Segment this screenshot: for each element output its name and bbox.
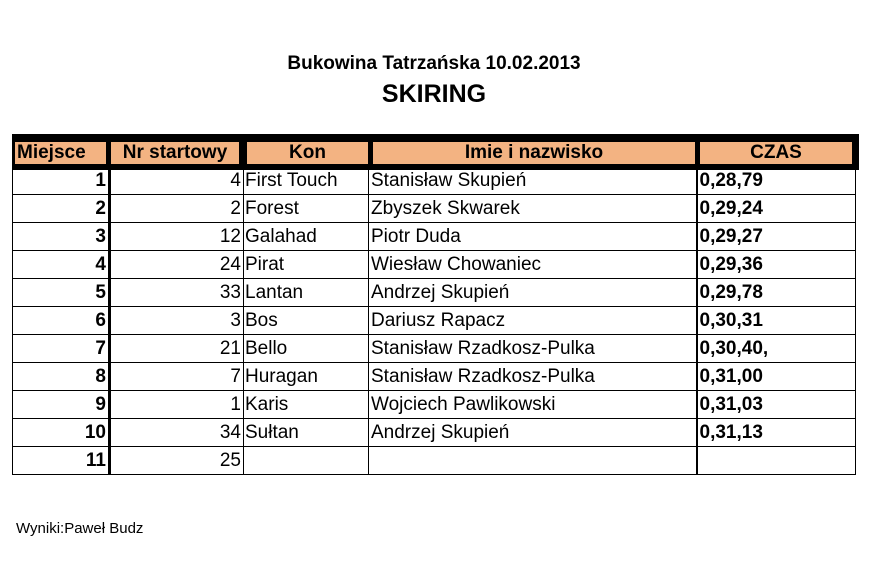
col-header-time: CZAS — [700, 142, 852, 164]
time-cell: 0,29,27 — [697, 223, 856, 251]
table-row — [13, 195, 856, 223]
table-row — [13, 167, 856, 195]
time-cell — [697, 447, 856, 475]
table-row — [13, 447, 856, 475]
horse-cell: Karis — [244, 391, 369, 419]
number-cell: 34 — [110, 419, 244, 447]
table-row — [13, 335, 856, 363]
time-cell: 0,31,13 — [697, 419, 856, 447]
time-cell: 0,30,40, — [697, 335, 856, 363]
place-cell: 1 — [13, 167, 110, 195]
name-cell: Zbyszek Skwarek — [369, 195, 697, 223]
number-cell: 4 — [110, 167, 244, 195]
horse-cell: Lantan — [244, 279, 369, 307]
number-cell: 25 — [110, 447, 244, 475]
table-row — [13, 391, 856, 419]
name-cell — [369, 447, 697, 475]
place-cell: 8 — [13, 363, 110, 391]
name-cell: Wiesław Chowaniec — [369, 251, 697, 279]
col-header-name: Imie i nazwisko — [373, 142, 695, 164]
number-cell: 1 — [110, 391, 244, 419]
table-row — [13, 223, 856, 251]
col-header-horse: Kon — [247, 142, 368, 164]
name-cell: Stanisław Rzadkosz-Pulka — [369, 363, 697, 391]
place-cell: 3 — [13, 223, 110, 251]
place-cell: 4 — [13, 251, 110, 279]
time-cell: 0,29,36 — [697, 251, 856, 279]
table-row — [13, 279, 856, 307]
place-cell: 10 — [13, 419, 110, 447]
time-cell: 0,28,79 — [697, 167, 856, 195]
number-cell: 7 — [110, 363, 244, 391]
horse-cell: Bos — [244, 307, 369, 335]
event-title: Bukowina Tatrzańska 10.02.2013 — [287, 53, 581, 74]
number-cell: 2 — [110, 195, 244, 223]
results-credit: Wyniki:Paweł Budz — [16, 520, 144, 537]
number-cell: 24 — [110, 251, 244, 279]
name-cell: Andrzej Skupień — [369, 419, 697, 447]
place-cell: 2 — [13, 195, 110, 223]
name-cell: Stanisław Skupień — [369, 167, 697, 195]
name-cell: Dariusz Rapacz — [369, 307, 697, 335]
table-row — [13, 419, 856, 447]
name-cell: Andrzej Skupień — [369, 279, 697, 307]
col-header-place: Miejsce — [15, 142, 106, 164]
place-cell: 5 — [13, 279, 110, 307]
col-header-number: Nr startowy — [111, 142, 239, 164]
horse-cell: Pirat — [244, 251, 369, 279]
time-cell: 0,29,78 — [697, 279, 856, 307]
time-cell: 0,31,03 — [697, 391, 856, 419]
number-cell: 12 — [110, 223, 244, 251]
results-body — [13, 167, 856, 475]
name-cell: Piotr Duda — [369, 223, 697, 251]
number-cell: 33 — [110, 279, 244, 307]
horse-cell: Galahad — [244, 223, 369, 251]
table-row — [13, 307, 856, 335]
number-cell: 21 — [110, 335, 244, 363]
discipline-title: SKIRING — [381, 80, 487, 108]
horse-cell: Forest — [244, 195, 369, 223]
horse-cell: Huragan — [244, 363, 369, 391]
place-cell: 9 — [13, 391, 110, 419]
horse-cell: Bello — [244, 335, 369, 363]
name-cell: Wojciech Pawlikowski — [369, 391, 697, 419]
time-cell: 0,31,00 — [697, 363, 856, 391]
place-cell: 11 — [13, 447, 110, 475]
place-cell: 7 — [13, 335, 110, 363]
table-header — [12, 134, 859, 170]
horse-cell: First Touch — [244, 167, 369, 195]
table-row — [13, 363, 856, 391]
name-cell: Stanisław Rzadkosz-Pulka — [369, 335, 697, 363]
results-table — [12, 166, 856, 475]
time-cell: 0,29,24 — [697, 195, 856, 223]
horse-cell — [244, 447, 369, 475]
horse-cell: Sułtan — [244, 419, 369, 447]
place-cell: 6 — [13, 307, 110, 335]
number-cell: 3 — [110, 307, 244, 335]
time-cell: 0,30,31 — [697, 307, 856, 335]
table-row — [13, 251, 856, 279]
